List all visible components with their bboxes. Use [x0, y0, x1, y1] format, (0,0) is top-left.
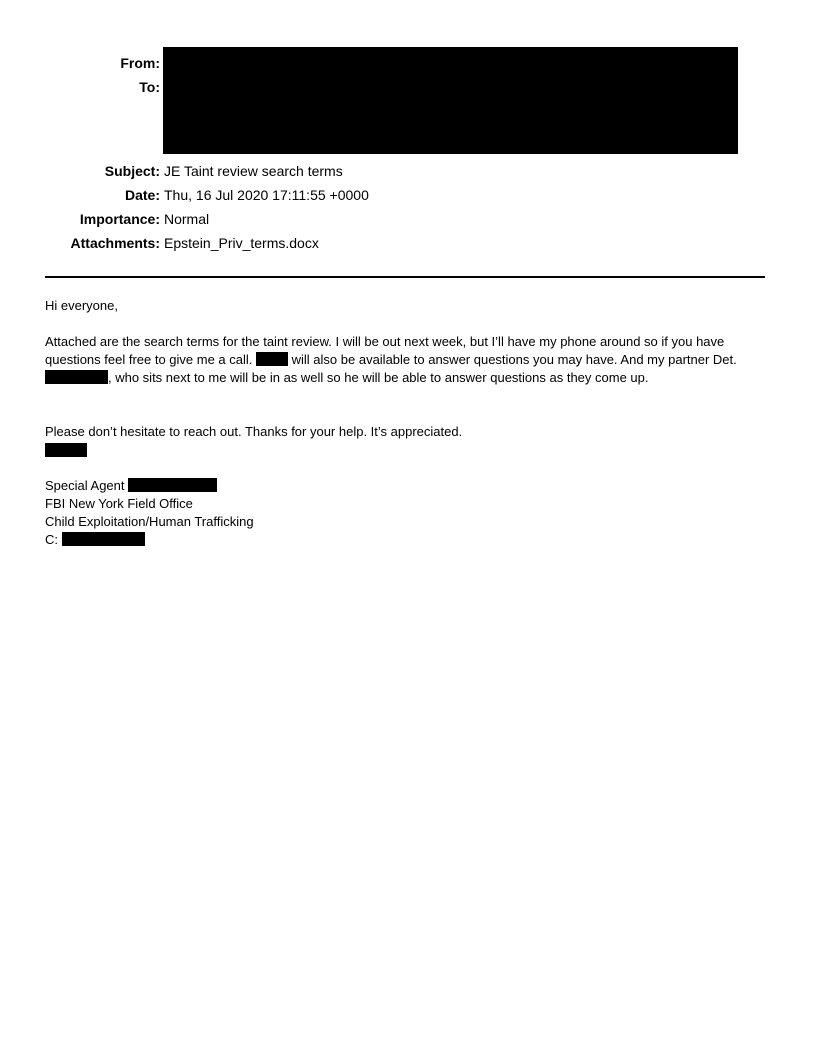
- date-row: [0, 185, 816, 205]
- to-label: To:: [139, 79, 160, 95]
- to-row: [0, 77, 816, 97]
- signature-title: Special Agent: [45, 478, 129, 493]
- redaction-agent-name: [128, 478, 217, 492]
- body-paragraph-2: Please don’t hesitate to reach out. Thanks for your help. It’s appreciated.: [45, 424, 463, 439]
- attachments-value: Epstein_Priv_terms.docx: [164, 235, 319, 251]
- signature-cell-row: [45, 531, 770, 549]
- header-divider: [45, 276, 765, 278]
- signature-cell-label: C:: [45, 532, 62, 547]
- signature-title-row: [45, 477, 770, 495]
- from-row: [0, 53, 816, 73]
- redaction-signoff-row: [45, 442, 770, 460]
- body-line-3-text: , who sits next to me will be in as well so he will be able to answer questions as they come up.: [108, 370, 649, 385]
- body-line-1: Attached are the search terms for the taint review. I will be out next week, but I’ll have my phone around so if you have: [45, 334, 725, 349]
- from-label: From:: [120, 55, 160, 71]
- date-label: Date:: [124, 187, 160, 203]
- date-value: Thu, 16 Jul 2020 17:11:55 +0000: [164, 187, 369, 203]
- attachments-row: [0, 233, 816, 253]
- importance-row: [0, 209, 816, 229]
- redaction-name-1: [256, 352, 288, 366]
- body-line-2-end: will also be available to answer questions you may have. And my partner Det.: [291, 352, 737, 367]
- signature-office: FBI New York Field Office: [45, 496, 193, 511]
- body-line-2: [45, 351, 770, 369]
- subject-value: JE Taint review search terms: [164, 163, 343, 179]
- subject-label: Subject:: [104, 163, 160, 179]
- attachments-label: Attachments:: [70, 235, 160, 251]
- greeting: Hi everyone,: [45, 298, 118, 313]
- importance-label: Importance:: [79, 211, 160, 227]
- subject-row: [0, 161, 816, 181]
- body-line-3: [45, 369, 770, 387]
- redaction-name-2: [45, 370, 108, 384]
- redaction-cell-number: [62, 532, 145, 546]
- body-line-2-start: questions feel free to give me a call.: [45, 352, 257, 367]
- importance-value: Normal: [164, 211, 210, 227]
- signature-unit: Child Exploitation/Human Trafficking: [45, 514, 254, 529]
- redaction-signoff: [45, 443, 87, 457]
